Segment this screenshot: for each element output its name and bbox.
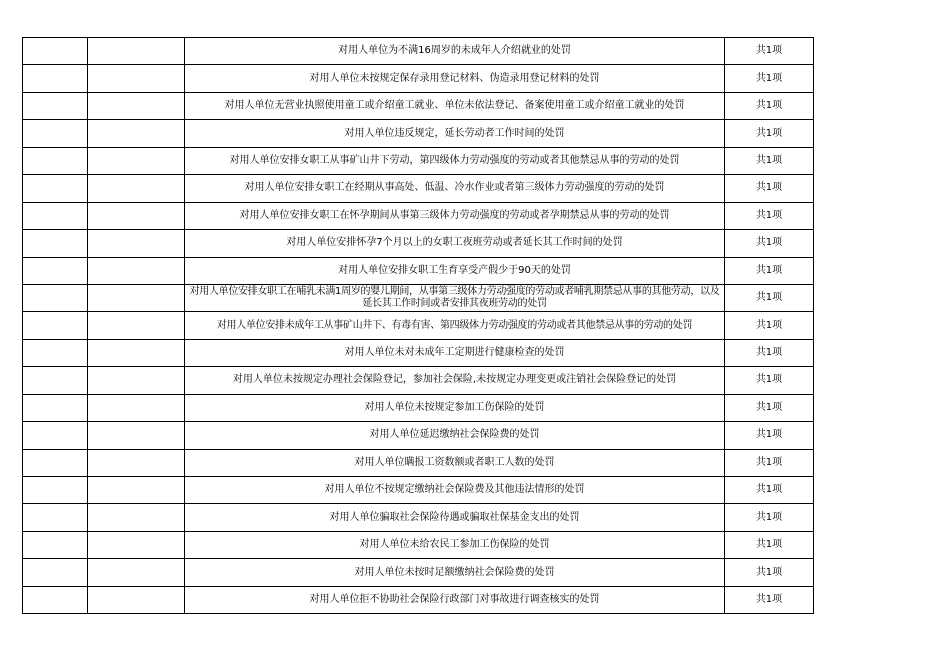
- blank-cell[interactable]: [88, 38, 185, 65]
- item-cell[interactable]: 对用人单位安排女职工在经期从事高处、低温、冷水作业或者第三级体力劳动强度的劳动的处罚: [185, 175, 725, 202]
- item-cell[interactable]: 对用人单位未按规定保存录用登记材料、伪造录用登记材料的处罚: [185, 65, 725, 92]
- count-cell[interactable]: 共1项: [725, 339, 814, 366]
- count-cell[interactable]: 共1项: [725, 394, 814, 421]
- table-row: [23, 449, 814, 476]
- penalty-items-table: [22, 37, 814, 614]
- blank-cell[interactable]: [88, 586, 185, 613]
- blank-cell[interactable]: [88, 230, 185, 257]
- blank-cell[interactable]: [88, 531, 185, 558]
- item-cell[interactable]: 对用人单位未按时足额缴纳社会保险费的处罚: [185, 559, 725, 586]
- item-cell[interactable]: 对用人单位未按规定办理社会保险登记，参加社会保险,未按规定办理变更或注销社会保险登记的处罚: [185, 367, 725, 394]
- table-row: [23, 477, 814, 504]
- blank-cell[interactable]: [23, 202, 88, 229]
- blank-cell[interactable]: [88, 312, 185, 339]
- table-row: [23, 504, 814, 531]
- blank-cell[interactable]: [88, 449, 185, 476]
- blank-cell[interactable]: [88, 504, 185, 531]
- blank-cell[interactable]: [23, 312, 88, 339]
- table-row: [23, 367, 814, 394]
- table-row: [23, 175, 814, 202]
- blank-cell[interactable]: [88, 367, 185, 394]
- table-row: [23, 422, 814, 449]
- blank-cell[interactable]: [23, 284, 88, 311]
- count-cell[interactable]: 共1项: [725, 92, 814, 119]
- table-row: [23, 92, 814, 119]
- table-row: [23, 586, 814, 613]
- blank-cell[interactable]: [88, 422, 185, 449]
- count-cell[interactable]: 共1项: [725, 312, 814, 339]
- blank-cell[interactable]: [88, 147, 185, 174]
- table-row: [23, 284, 814, 311]
- blank-cell[interactable]: [88, 175, 185, 202]
- blank-cell[interactable]: [23, 257, 88, 284]
- item-cell[interactable]: 对用人单位延迟缴纳社会保险费的处罚: [185, 422, 725, 449]
- table-row: [23, 312, 814, 339]
- count-cell[interactable]: 共1项: [725, 257, 814, 284]
- item-cell[interactable]: 对用人单位骗取社会保险待遇或骗取社保基金支出的处罚: [185, 504, 725, 531]
- table-row: [23, 147, 814, 174]
- count-cell[interactable]: 共1项: [725, 202, 814, 229]
- count-cell[interactable]: 共1项: [725, 120, 814, 147]
- count-cell[interactable]: 共1项: [725, 449, 814, 476]
- blank-cell[interactable]: [23, 38, 88, 65]
- blank-cell[interactable]: [88, 65, 185, 92]
- table-row: [23, 531, 814, 558]
- blank-cell[interactable]: [23, 92, 88, 119]
- blank-cell[interactable]: [23, 504, 88, 531]
- item-cell[interactable]: 对用人单位安排女职工在哺乳未满1周岁的婴儿期间，从事第三级体力劳动强度的劳动或者哺乳期禁忌从事的其他劳动，以及延长其工作时间或者安排其夜班劳动的处罚: [185, 284, 725, 311]
- blank-cell[interactable]: [88, 394, 185, 421]
- blank-cell[interactable]: [88, 339, 185, 366]
- blank-cell[interactable]: [88, 202, 185, 229]
- blank-cell[interactable]: [23, 531, 88, 558]
- count-cell[interactable]: 共1项: [725, 559, 814, 586]
- table-row: [23, 559, 814, 586]
- blank-cell[interactable]: [23, 339, 88, 366]
- blank-cell[interactable]: [88, 559, 185, 586]
- item-cell[interactable]: 对用人单位未按规定参加工伤保险的处罚: [185, 394, 725, 421]
- table-row: [23, 257, 814, 284]
- count-cell[interactable]: 共1项: [725, 477, 814, 504]
- blank-cell[interactable]: [23, 65, 88, 92]
- count-cell[interactable]: 共1项: [725, 531, 814, 558]
- count-cell[interactable]: 共1项: [725, 422, 814, 449]
- blank-cell[interactable]: [23, 586, 88, 613]
- table-row: [23, 38, 814, 65]
- table-row: [23, 65, 814, 92]
- blank-cell[interactable]: [23, 422, 88, 449]
- item-cell[interactable]: 对用人单位安排女职工生育享受产假少于90天的处罚: [185, 257, 725, 284]
- blank-cell[interactable]: [23, 394, 88, 421]
- count-cell[interactable]: 共1项: [725, 367, 814, 394]
- item-cell[interactable]: 对用人单位安排怀孕7个月以上的女职工夜班劳动或者延长其工作时间的处罚: [185, 230, 725, 257]
- table-body: [23, 38, 814, 614]
- blank-cell[interactable]: [23, 449, 88, 476]
- blank-cell[interactable]: [23, 120, 88, 147]
- item-cell[interactable]: 对用人单位违反规定，延长劳动者工作时间的处罚: [185, 120, 725, 147]
- item-cell[interactable]: 对用人单位未给农民工参加工伤保险的处罚: [185, 531, 725, 558]
- table-row: [23, 230, 814, 257]
- item-cell[interactable]: 对用人单位不按规定缴纳社会保险费及其他违法情形的处罚: [185, 477, 725, 504]
- item-cell[interactable]: 对用人单位瞒报工资数额或者职工人数的处罚: [185, 449, 725, 476]
- count-cell[interactable]: 共1项: [725, 284, 814, 311]
- table-row: [23, 394, 814, 421]
- count-cell[interactable]: 共1项: [725, 230, 814, 257]
- blank-cell[interactable]: [88, 92, 185, 119]
- blank-cell[interactable]: [88, 284, 185, 311]
- blank-cell[interactable]: [23, 175, 88, 202]
- count-cell[interactable]: 共1项: [725, 65, 814, 92]
- item-cell[interactable]: 对用人单位未对未成年工定期进行健康检查的处罚: [185, 339, 725, 366]
- blank-cell[interactable]: [23, 477, 88, 504]
- count-cell[interactable]: 共1项: [725, 38, 814, 65]
- blank-cell[interactable]: [23, 559, 88, 586]
- blank-cell[interactable]: [88, 477, 185, 504]
- count-cell[interactable]: 共1项: [725, 147, 814, 174]
- blank-cell[interactable]: [88, 120, 185, 147]
- blank-cell[interactable]: [23, 230, 88, 257]
- count-cell[interactable]: 共1项: [725, 586, 814, 613]
- blank-cell[interactable]: [23, 147, 88, 174]
- blank-cell[interactable]: [23, 367, 88, 394]
- count-cell[interactable]: 共1项: [725, 504, 814, 531]
- item-cell[interactable]: 对用人单位无营业执照使用童工或介绍童工就业、单位未依法登记、备案使用童工或介绍童工就业的处罚: [185, 92, 725, 119]
- table-row: [23, 339, 814, 366]
- count-cell[interactable]: 共1项: [725, 175, 814, 202]
- blank-cell[interactable]: [88, 257, 185, 284]
- item-cell[interactable]: 对用人单位为不满16周岁的未成年人介绍就业的处罚: [185, 38, 725, 65]
- item-cell[interactable]: 对用人单位拒不协助社会保险行政部门对事故进行调查核实的处罚: [185, 586, 725, 613]
- item-cell[interactable]: 对用人单位安排未成年工从事矿山井下、有毒有害、第四级体力劳动强度的劳动或者其他禁忌从事的劳动的处罚: [185, 312, 725, 339]
- table-row: [23, 120, 814, 147]
- item-cell[interactable]: 对用人单位安排女职工在怀孕期间从事第三级体力劳动强度的劳动或者孕期禁忌从事的劳动的处罚: [185, 202, 725, 229]
- item-cell[interactable]: 对用人单位安排女职工从事矿山井下劳动，第四级体力劳动强度的劳动或者其他禁忌从事的劳动的处罚: [185, 147, 725, 174]
- table-row: [23, 202, 814, 229]
